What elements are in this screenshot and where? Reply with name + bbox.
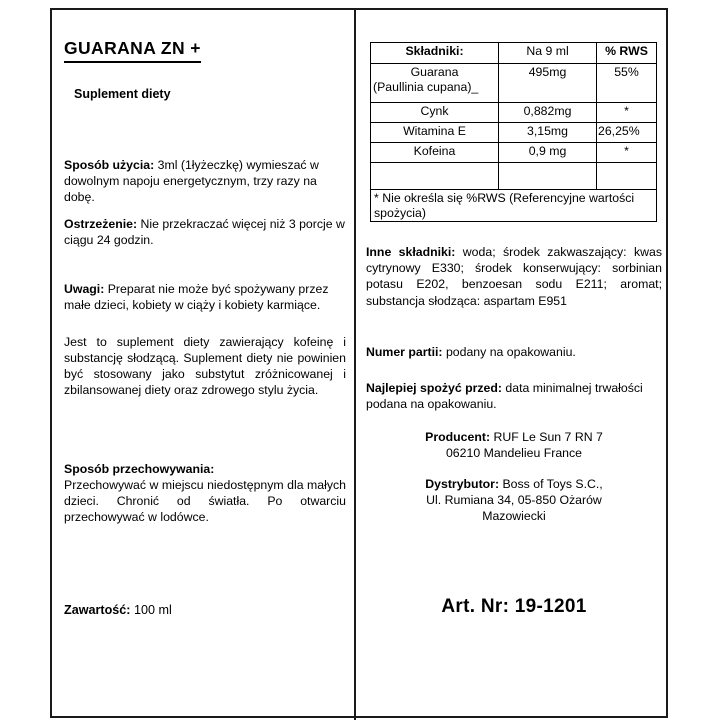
table-row bbox=[371, 123, 657, 143]
distributor-section bbox=[366, 476, 662, 525]
table-row bbox=[371, 64, 657, 103]
best-before-text: data minimalnej trwałości podana na opakowaniu. bbox=[366, 381, 643, 412]
row-rws-cynk: * bbox=[597, 103, 657, 123]
notes-section bbox=[64, 282, 346, 314]
storage-section bbox=[64, 462, 346, 526]
row-name-cynk: Cynk bbox=[371, 103, 499, 123]
row-rws-empty bbox=[597, 163, 657, 190]
producer-line2: 06210 Mandelieu France bbox=[445, 446, 583, 461]
distributor-line1: Boss of Toys S.C., bbox=[499, 477, 603, 491]
storage-text: Przechowywać w miejscu niedostępnym dla małych dzieci. Chronić od światła. Po otwarciu przechowywać w lodówce. bbox=[64, 477, 346, 524]
nutrition-table bbox=[370, 42, 657, 222]
content-section bbox=[64, 602, 346, 618]
table-footnote-row bbox=[371, 190, 657, 222]
left-column bbox=[52, 10, 354, 720]
storage-label: Sposób przechowywania: bbox=[64, 462, 215, 476]
content-value: 100 ml bbox=[130, 603, 172, 617]
batch-number-label: Numer partii: bbox=[366, 345, 443, 359]
row-value-guarana: 495mg bbox=[499, 64, 597, 103]
other-ingredients-text: woda; środek zakwaszający: kwas cytrynowy E330; środek konserwujący: sorbinian potasu E202, benzoesan sodu E211; aromat; substancja słodząca: aspartam E951 bbox=[366, 245, 662, 308]
row-value-empty bbox=[499, 163, 597, 190]
batch-number-section bbox=[366, 344, 662, 360]
right-column bbox=[356, 10, 670, 720]
usage-label: Sposób użycia: bbox=[64, 158, 155, 172]
batch-number-text: podany na opakowaniu. bbox=[442, 345, 576, 359]
row-name-guarana-line1: Guarana bbox=[410, 65, 459, 79]
distributor-line3: Mazowiecki bbox=[482, 509, 546, 524]
header-ingredients: Składniki: bbox=[371, 43, 499, 64]
best-before-section bbox=[366, 380, 662, 412]
notes-section-secondary bbox=[64, 335, 346, 399]
table-row bbox=[371, 103, 657, 123]
distributor-line2: Ul. Rumiana 34, 05-850 Ożarów bbox=[426, 493, 602, 508]
row-value-kofeina: 0,9 mg bbox=[499, 143, 597, 163]
notes-text: Preparat nie może być spożywany przez małe dzieci, kobiety w ciąży i kobiety karmiące. bbox=[64, 282, 329, 312]
row-name-guarana bbox=[371, 64, 499, 103]
row-value-cynk: 0,882mg bbox=[499, 103, 597, 123]
table-footnote: * Nie określa się %RWS (Referencyjne wartości spożycia) bbox=[371, 190, 657, 222]
distributor-label: Dystrybutor: bbox=[425, 477, 500, 491]
table-header-row bbox=[371, 43, 657, 64]
row-name-kofeina: Kofeina bbox=[371, 143, 499, 163]
row-name-guarana-line2: (Paullinia cupana)_ bbox=[373, 79, 479, 94]
product-subtitle: Suplement diety bbox=[74, 87, 171, 101]
best-before-label: Najlepiej spożyć przed: bbox=[366, 381, 502, 395]
row-rws-guarana: 55% bbox=[597, 64, 657, 103]
producer-label: Producent: bbox=[425, 430, 491, 444]
usage-text: 3ml (1łyżeczkę) wymieszać w dowolnym napoju energetycznym, trzy razy na dobę. bbox=[64, 158, 319, 204]
row-rws-witamina-e: 26,25% bbox=[597, 123, 657, 143]
producer-section bbox=[366, 429, 662, 461]
notes-label: Uwagi: bbox=[64, 282, 105, 296]
header-per-serving: Na 9 ml bbox=[499, 43, 597, 64]
row-rws-kofeina: * bbox=[597, 143, 657, 163]
other-ingredients-section bbox=[366, 244, 662, 309]
content-label: Zawartość: bbox=[64, 603, 131, 617]
warning-text: Nie przekraczać więcej niż 3 porcje w ciągu 24 godzin. bbox=[64, 217, 345, 247]
product-title: GUARANA ZN + bbox=[64, 38, 201, 63]
product-label-card bbox=[50, 8, 668, 718]
table-row bbox=[371, 143, 657, 163]
article-number: Art. Nr: 19-1201 bbox=[441, 596, 587, 617]
table-row-empty bbox=[371, 163, 657, 190]
producer-line1: RUF Le Sun 7 RN 7 bbox=[490, 430, 603, 444]
warning-label: Ostrzeżenie: bbox=[64, 217, 138, 231]
header-rws: % RWS bbox=[597, 43, 657, 64]
row-value-witamina-e: 3,15mg bbox=[499, 123, 597, 143]
notes-text-secondary: Jest to suplement diety zawierający kofeinę i substancję słodzącą. Suplement diety nie powinien być stosowany jako substytut zróżnicowanej i zbilansowanej diety oraz zdrowego stylu życia. bbox=[64, 335, 346, 397]
row-name-witamina-e: Witamina E bbox=[371, 123, 499, 143]
usage-section bbox=[64, 158, 346, 206]
warning-section bbox=[64, 217, 346, 249]
other-ingredients-label: Inne składniki: bbox=[366, 245, 456, 259]
row-name-empty bbox=[371, 163, 499, 190]
